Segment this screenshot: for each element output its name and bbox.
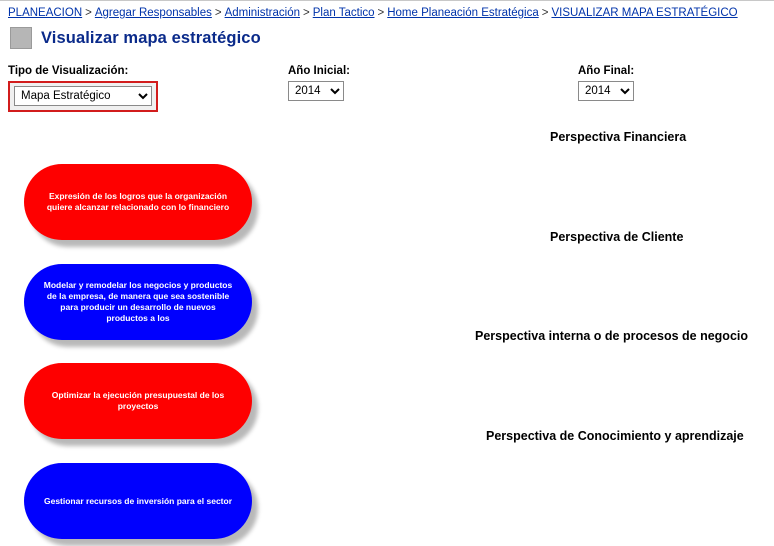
breadcrumb-separator: > [303, 7, 310, 19]
anio-inicial-field [288, 65, 350, 101]
page-header [10, 27, 261, 49]
anio-final-select[interactable] [578, 81, 634, 101]
perspective-label-procesos: Perspectiva interna o de procesos de negocio [475, 329, 749, 343]
anio-inicial-select[interactable] [288, 81, 344, 101]
anio-final-label: Año Final: [578, 65, 635, 77]
anio-inicial-label: Año Inicial: [288, 65, 350, 77]
objective-text: Gestionar recursos de inversión para el sector [43, 495, 233, 506]
objective-node[interactable] [24, 363, 252, 439]
perspective-label-conocimiento: Perspectiva de Conocimiento y aprendizaje [486, 429, 744, 443]
breadcrumb [8, 7, 768, 19]
visualization-type-field [8, 65, 158, 112]
breadcrumb-item-administracion[interactable]: Administración [224, 7, 300, 19]
breadcrumb-separator: > [377, 7, 385, 19]
breadcrumb-separator: > [214, 7, 222, 19]
objective-node[interactable] [24, 463, 252, 539]
breadcrumb-item-plan-tactico[interactable]: Plan Tactico [312, 7, 375, 19]
placeholder-square-icon [10, 27, 32, 49]
objective-node[interactable] [24, 164, 252, 240]
breadcrumb-item-visualizar-mapa-estrategico[interactable]: VISUALIZAR MAPA ESTRATÉGICO [551, 7, 738, 19]
perspective-label-financiera: Perspectiva Financiera [550, 130, 687, 144]
objective-text: Expresión de los logros que la organización quiere alcanzar relacionado con lo financiero [46, 191, 230, 212]
breadcrumb-separator: > [85, 7, 92, 19]
perspective-label-cliente: Perspectiva de Cliente [550, 230, 684, 244]
objective-text: Optimizar la ejecución presupuestal de los proyectos [51, 390, 225, 411]
visualization-type-highlight [8, 81, 158, 112]
breadcrumb-item-planeacion[interactable]: PLANEACION [8, 7, 83, 19]
breadcrumb-item-home-planeacion-estrategica[interactable]: Home Planeación Estratégica [387, 7, 539, 19]
visualization-type-select[interactable] [14, 86, 152, 106]
page-title: Visualizar mapa estratégico [41, 28, 261, 47]
objective-node[interactable] [24, 264, 252, 340]
breadcrumb-item-agregar-responsables[interactable]: Agregar Responsables [94, 7, 212, 19]
visualization-type-label: Tipo de Visualización: [8, 65, 129, 77]
objective-text: Modelar y remodelar los negocios y productos de la empresa, de manera que sea sostenible para producir un desarrollo de nuevos productos a los [43, 280, 233, 323]
breadcrumb-separator: > [541, 7, 549, 19]
anio-final-field [578, 65, 634, 101]
